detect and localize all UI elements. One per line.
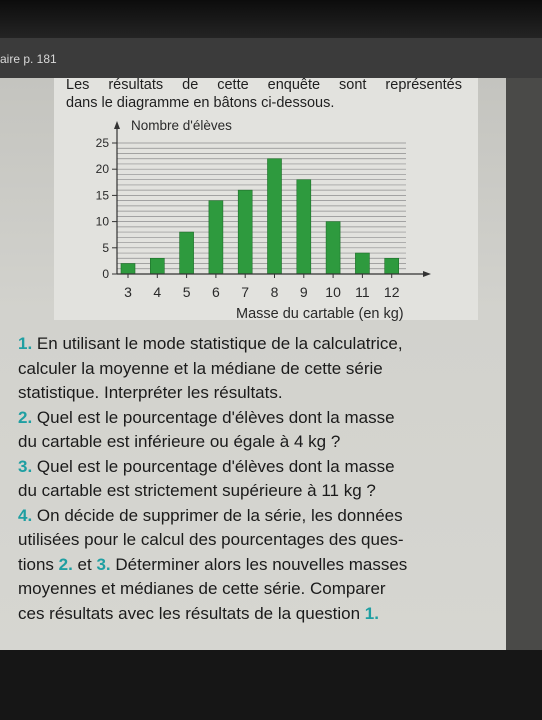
question-text: Déterminer alors les nouvelles masses [110, 554, 408, 574]
x-tick-label: 7 [241, 284, 250, 300]
x-axis-arrow [423, 271, 431, 277]
question-line [18, 406, 478, 431]
question-number: 4. [18, 505, 33, 525]
question-line [18, 479, 478, 504]
y-axis-label: Nombre d'élèves [131, 118, 232, 133]
question-number: 1. [18, 334, 33, 353]
x-tick-label: 3 [124, 284, 132, 300]
x-tick-label: 9 [299, 284, 308, 300]
question-text: Quel est le pourcentage d'élèves dont la masse [36, 407, 395, 427]
question-number: 3. [18, 456, 33, 476]
bar [121, 264, 135, 274]
x-tick-label: 10 [325, 284, 341, 300]
bar [238, 190, 252, 274]
question-number: 2. [18, 407, 33, 427]
question-line [18, 455, 478, 480]
y-axis-arrow [114, 121, 120, 129]
question-text: du cartable est inférieure ou égale à 4 kg ? [18, 432, 341, 451]
x-tick-label: 4 [153, 284, 162, 300]
bar [180, 232, 194, 274]
page-reference: aire p. 181 [0, 52, 57, 66]
question-text: moyennes et médianes de cette série. Comparer [18, 579, 386, 598]
x-tick-label: 11 [355, 284, 370, 300]
question-3 [18, 455, 478, 504]
question-2 [18, 406, 478, 455]
question-text: ces résultats avec les résultats de la question [18, 603, 365, 623]
y-tick-label: 0 [102, 267, 109, 281]
bar [268, 159, 282, 274]
question-text: On décide de supprimer de la série, les données [36, 505, 403, 525]
question-line [18, 553, 478, 578]
x-tick-label: 6 [212, 284, 220, 300]
question-1 [18, 332, 478, 406]
x-axis-label: Masse du cartable (en kg) [236, 306, 404, 322]
y-tick-label: 5 [102, 240, 109, 255]
bar [326, 222, 340, 274]
question-line [18, 602, 478, 627]
questions-list [18, 332, 478, 626]
question-text: Quel est le pourcentage d'élèves dont la masse [36, 456, 395, 476]
question-line [18, 430, 478, 455]
question-text: En utilisant le mode statistique de la calculatrice, [36, 334, 403, 353]
y-tick-label: 10 [95, 214, 109, 229]
question-reference: 3. [96, 554, 111, 574]
x-tick-label: 5 [182, 284, 191, 300]
question-text: tions [18, 554, 59, 574]
question-line [18, 504, 478, 529]
bar [385, 258, 399, 274]
x-tick-label: 8 [270, 284, 279, 300]
question-line [18, 528, 478, 553]
question-text: utilisées pour le calcul des pourcentages des ques- [18, 530, 404, 549]
question-line [18, 332, 478, 357]
question-text: et [72, 554, 97, 574]
question-text: du cartable est strictement supérieure à 11 kg ? [18, 481, 376, 500]
y-tick-label: 25 [95, 136, 109, 150]
question-line [18, 577, 478, 602]
question-line [18, 381, 478, 406]
bar [150, 258, 164, 274]
question-reference: 2. [58, 554, 73, 574]
x-tick-label: 12 [383, 284, 400, 300]
intro-line-1: Les résultats de cette enquête sont représentés [66, 77, 462, 93]
y-tick-label: 15 [95, 188, 109, 203]
y-tick-label: 20 [95, 162, 109, 177]
bar [297, 180, 311, 274]
intro-line-2: dans le diagramme en bâtons ci-dessous. [66, 95, 335, 111]
question-4 [18, 504, 478, 627]
question-line [18, 357, 478, 382]
question-text: calculer la moyenne et la médiane de cette série [18, 358, 383, 378]
bar [355, 253, 369, 274]
question-reference: 1. [364, 603, 379, 623]
bar [209, 201, 223, 274]
question-text: statistique. Interpréter les résultats. [18, 383, 283, 402]
